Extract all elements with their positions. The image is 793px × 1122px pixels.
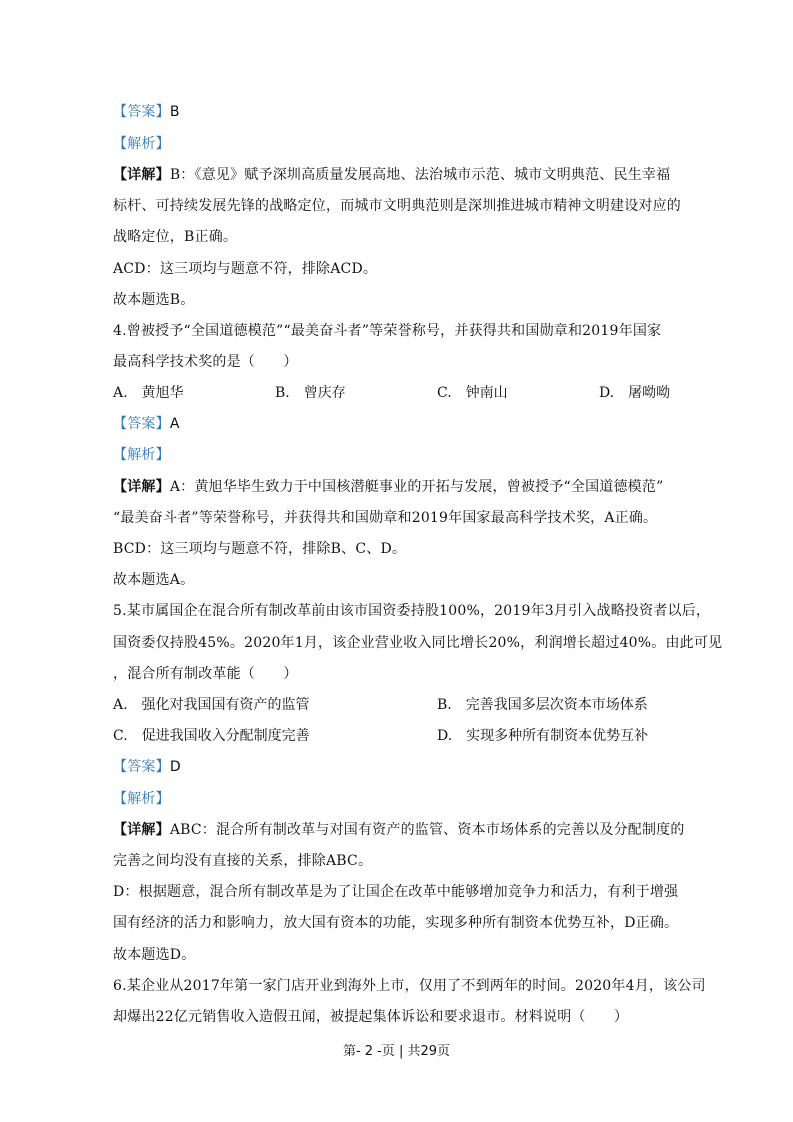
q4-analysis [113,445,170,465]
q5-option-c: C. 促进我国收入分配制度完善 [113,728,310,744]
analysis-label: 【解析】 [113,791,170,807]
q5-d-line2: 国有经济的活力和影响力，放大国有资本的功能，实现多种所有制资本优势互补，D正确。 [113,915,679,931]
q5-stem-line3: ，混合所有制改革能（ ） [113,666,298,682]
q4-option-c: C. 钟南山 [437,385,508,401]
q4-stem-line1: 4.曾被授予“全国道德模范”“最美奋斗者”等荣誉称号，并获得共和国勋章和2019年国家 [113,323,662,339]
q5-option-a: A. 强化对我国国有资产的监管 [113,697,310,713]
analysis-label: 【解析】 [113,136,170,152]
q4-answer [113,414,180,434]
q5-d-line1: D：根据题意，混合所有制改革是为了让国企在改革中能够增加竞争力和活力，有利于增强 [113,884,679,900]
detail-label: 【详解】 [113,167,170,183]
q5-stem-line2: 国资委仅持股45%。2020年1月，该企业营业收入同比增长20%，利润增长超过40%。由此可见 [113,635,723,651]
page-footer: 第- 2 -页 | 共29页 [342,1044,451,1059]
q4-bcd-line: BCD：这三项均与题意不符，排除B、C、D。 [113,541,407,557]
q3-acd-line: ACD：这三项均与题意不符，排除ACD。 [113,261,378,277]
q6-stem-line2: 却爆出22亿元销售收入造假丑闻，被提起集体诉讼和要求退市。材料说明（ ） [113,1009,629,1025]
answer-value: A [169,416,180,432]
q5-detail-line2: 完善之间均没有直接的关系，排除ABC。 [113,853,373,869]
q5-analysis [113,789,170,809]
q4-detail-line2: “最美奋斗者”等荣誉称号，并获得共和国勋章和2019年国家最高科学技术奖，A正确。 [113,510,658,526]
q4-option-a: A. 黄旭华 [113,385,184,401]
detail-label: 【详解】 [113,822,170,838]
q4-detail-line1 [113,477,663,497]
q4-stem-line2: 最高科学技术奖的是（ ） [113,354,298,370]
q6-stem-line1: 6.某企业从2017年第一家门店开业到海外上市，仅用了不到两年的时间。2020年4月，该公司 [113,978,706,994]
q5-option-d: D. 实现多种所有制资本优势互补 [437,728,649,744]
q5-conclusion: 故本题选D。 [113,947,196,963]
detail-text: B：《意见》赋予深圳高质量发展高地、法治城市示范、城市文明典范、民生幸福 [169,167,671,183]
answer-label: 【答案】 [113,416,170,432]
q4-option-d: D. 屠呦呦 [599,385,671,401]
detail-text: ABC：混合所有制改革与对国有资产的监管、资本市场体系的完善以及分配制度的 [169,822,685,838]
q5-stem-line1: 5.某市属国企在混合所有制改革前由该市国资委持股100%，2019年3月引入战略投资者以后， [113,603,711,619]
q3-detail-line2: 标杆、可持续发展先锋的战略定位，而城市文明典范则是深圳推进城市精神文明建设对应的 [113,198,681,214]
q3-conclusion: 故本题选B。 [113,292,195,308]
q4-conclusion: 故本题选A。 [113,572,195,588]
answer-value: D [169,759,181,775]
answer-label: 【答案】 [113,759,170,775]
answer-value: B [169,104,180,120]
q3-answer [113,102,180,122]
q5-detail-line1 [113,820,685,840]
answer-label: 【答案】 [113,104,170,120]
q5-option-b: B. 完善我国多层次资本市场体系 [437,697,648,713]
q3-analysis [113,134,170,154]
analysis-label: 【解析】 [113,447,170,463]
q3-detail-line3: 战略定位，B正确。 [113,229,238,245]
q5-answer [113,757,181,777]
detail-text: A：黄旭华毕生致力于中国核潜艇事业的开拓与发展，曾被授予“全国道德模范” [169,479,664,495]
q4-option-b: B. 曾庆存 [275,385,346,401]
q3-detail-line1 [113,165,670,185]
detail-label: 【详解】 [113,479,170,495]
